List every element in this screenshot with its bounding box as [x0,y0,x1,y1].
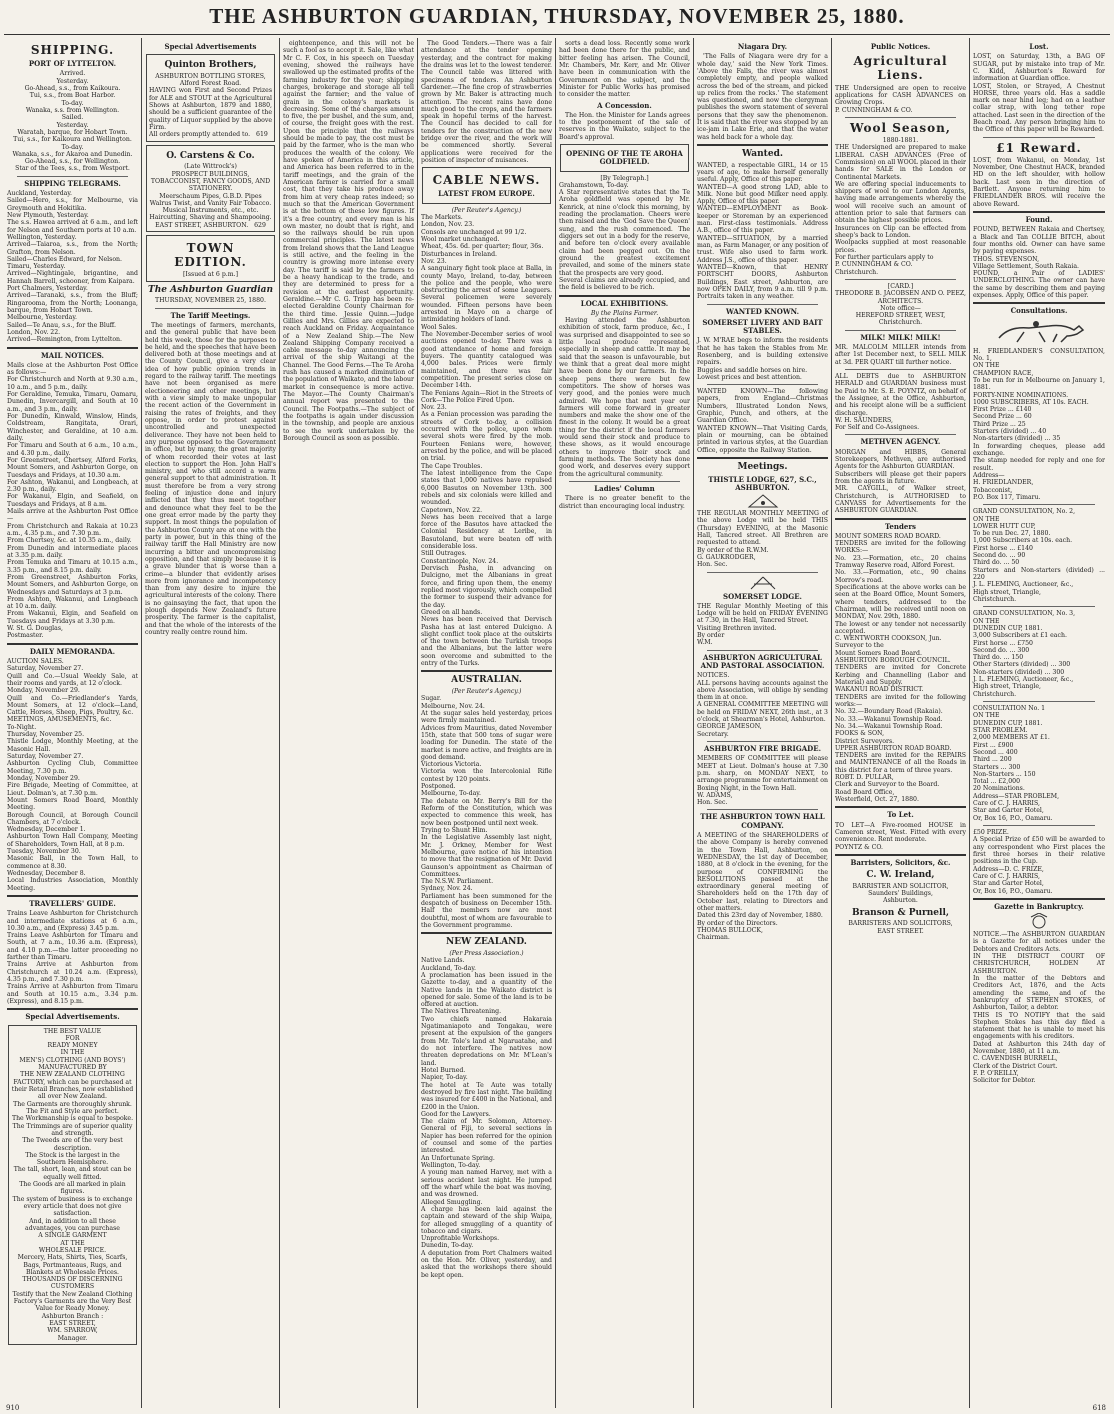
local-exhibitions-sub: By the Plains Farmer. [590,309,659,317]
found-heading: Found. [1025,215,1053,225]
travellers-text: Trains Leave Ashburton for Christchurch and intermediate stations at 6 a.m., 10.30 a.m., and (Express) 3.45 p.m. Trains Leave Ashburton for Timaru and South, at 7 a.m., 10.36 a.m. (Express), and 4.10 p.m.—the latter proceeding no farther than Timaru. Trains Arrive at Ashburton from Christchurch at 10.24 a.m. (Express), 4.35 p.m., and 7.30 p.m. Trains Arrive at Ashburton from Timaru and South at 10.15 a.m., 3.34 p.m. (Express), and 8.15 p.m. [7,910,138,1005]
agri-assoc-title: ASHBURTON AGRICULTURAL AND PASTORAL ASSOCIATION. [700,652,825,670]
branson-title: Branson & Purnell, [851,907,950,918]
royal-crest-icon [1009,913,1069,929]
cable-news-heading: CABLE NEWS. [432,173,541,188]
to-let-text: TO LET—A Five-roomed HOUSE in Cameron street, West. Fitted with every convenience. Rent moderate. POYNTZ & CO. [835,821,966,851]
wanted-known-heading: WANTED KNOWN. [725,306,800,316]
australian-heading: AUSTRALIAN. [451,675,522,686]
consultation-3-text: GRAND CONSULTATION, No. 3, ON THE DUNEDIN CUP, 1881. 3,000 Subscribers at £1 each. First horse ... £750 Second do. ... 300 Third do. ... 150 Other Starters (divided) ... 300 Non-starters (divided) ... 300 J. L. FLEMING, Auctioneer, &c., High street, Triangle, Christchurch. [973,610,1076,698]
memo-heading: DAILY MEMORANDA. [29,646,116,656]
clothing-ad-text: THE BEST VALUE FOR READY MONEY IN THE MEN'S) CLOTHING (AND BOYS') MANUFACTURED BY THE NEW ZEALAND CLOTHING FACTORY, which can be purchased at their Retail Branches, now established all over New Zealand. The Garments are thoroughly shrunk. The Fit and Style are perfect. The Workmanship is equal to bespoke. The Trimmings are of superior quality and strength. The Tweeds are of the very best description. The Stock is the largest in the Southern Hemisphere. The tall, short, lean, and stout can be equally well fitted. The Goods are all marked in plain figures. The system of business is to exchange every article that does not give satisfaction. And, in addition to all these advantages, you can purchase A SINGLE GARMENT AT THE WHOLESALE PRICE. Mercery, Hats, Shirts, Ties, Scarfs, Bags, Portmanteaus, Rugs, and Blankets at Wholesale Prices. THOUSANDS OF DISCERNING CUSTOMERS Testify that the New Zealand Clothing Factory's Garments are the Very Best Value for Ready Money. Ashburton Branch : EAST STREET, WM. SPARROW, Manager. [11,1027,134,1342]
branson-text: BARRISTERS AND SOLICITORS, EAST STREET. [848,920,953,935]
concession-text: The Hon. the Minister for Lands agrees to the postponement of the sale of reserves in the Waikato, subject to the Board's approval. [559,111,690,141]
fire-brigade-title: ASHBURTON FIRE BRIGADE. [703,744,822,754]
port-heading: PORT OF LYTTELTON. [28,59,117,69]
prize-text: £50 PRIZE. A Special Prize of £50 will be awarded to any correspondent who First places the first three horses in their relative positions in the Cup. Address—D. C. FRIZE, Care of C. J. HARRIS, Star and Garter Hotel, Or, Box 16, P.O., Oamaru. [973,829,1105,895]
australian-agency: (Per Reuter's Agency.) [451,688,522,696]
te-aroha-sub: [By Telegraph.] [600,174,649,182]
column-4 [418,38,556,1408]
cable-news-sub: LATEST FROM EUROPE. [438,189,535,199]
column-5-intro: sorts a dead loss. Recently some work had been done there for the public, and bitter feeling has arisen. The Council, Mr. Chambers, Mr. Kerr, and Mr. Oliver have been in communication with the Government on the subject, and the Minister for Public Works has promised to consider the matter. [559,40,690,99]
reward-heading: £1 Reward. [996,140,1082,155]
public-notices-heading: Public Notices. [870,42,931,51]
carstens-title: O. Carstens & Co. [166,150,255,161]
milk-heading: MILK! MILK! MILK! [860,332,941,342]
quinton-subtitle: ASHBURTON BOTTLING STORES, [155,72,266,80]
liens-heading: Agricultural Liens. [853,54,948,83]
australian-text: Sugar. Melbourne, Nov. 24. At the sugar sales held yesterday, prices were firmly maintained. Advices from Mauritius, dated November 15th, state that 500 tons of sugar were loading for Dunedin. The state of the market is more active, and freights are in good demand. Victorious Victoria. Victoria won the Intercolonial Rifle contest by 120 points. Postponed. Melbourne, To-day. The debate on Mr. Berry's Bill for the Reform of the Constitution, which was expected to commence this week, has now been postponed until next week. Trying to Shunt Him. In the Legislative Assembly last night, Mr. J. Orkney, Member for West Melbourne, gave notice of his intention to move that the resignation of Mr. David Gaunson's appointment as Chairman of Committees. The N.S.W. Parliament. Sydney, Nov. 24. Parliament has been summoned for the despatch of business on December 15th. Half the members now are most doubtful, most of whom are favourable to the Government programme. [421,695,552,930]
wanted-known-text: WANTED KNOWN—The following papers, from England—Christmas Numbers, Illustrated London News, Graphic, Punch, and others, at the Guardian Office. WANTED KNOWN—That Visiting Cards, plain or mourning, can be obtained printed in various styles, at the Guardian Office, opposite the Railway Station. [697,388,828,454]
special-ads-heading: Special Advertisements. [25,1012,120,1022]
architect-text: THEODORE B. JACOBSEN AND O. PEEZ, ARCHITECTS. Note office— HEREFORD STREET, WEST, Christchurch. [835,290,967,327]
column-5 [556,38,694,1408]
column-1 [4,38,142,1408]
to-let-heading: To Let. [887,810,914,820]
column-7 [832,38,970,1408]
column-4-intro: The Good Tenders.—There was a fair attendance at the tender opening yesterday, and the contract for making the drains was let to the lowest tenderer. The Council table was littered with specimens of tenders. An Ashburton Gardener.—The fine crop of strawberries grown by Mr. Baker is attracting much attention. The recent rains have done much good to the crops, and the farmers speak in hopeful terms of the harvest. The Council has decided to call for tenders for the construction of the new bridge over the river, and the work will be commenced shortly. Several applications were received for the position of inspector of nuisances. [421,40,552,164]
ladies-text: There is no greater benefit to the district than encouraging local industry. [559,495,690,510]
somerset-title: SOMERSET LODGE. [723,591,802,601]
column-3-article: eighteenpence, and this will not be such a fool as to accept it. Sale, like what Mr C. F. Cox, in his speech on Tuesday evening, showed the railways have swallowed up the estimated profits of the farming industry for the year; shipping charges, brokerage and storage all tell against the farmer; and the value of grain in the colony's markets is decreasing. Some of the charges amount to five, the per bushel, and the sum, and, of course, the freight goes with the rest. Upon the principle that the railways should be made to pay, the cost must be paid by the farmer, who is the man who produces the wealth of the colony. We have spoken of America in this article, and America has been referred to in the tariff meetings, and the grain of the American farmer is carried for a small cost, that they take his produce away from him at very cheap rates indeed; so much so that the American Government is at the bottom of these low figures. If it's a free country, and every man is his own master, no doubt that is right, and so the railways should be run upon commercial principles. The latest news from Ireland shows that the Land League is still active, and the feeling in the country is growing more intense every day. The tariff is said by the farmers to be a heavy handicap to the trade, and they are determined to press for a revision at the earliest opportunity. Geraldine.—Mr C. G. Tripp has been re-elected Geraldine County Chairman for the third time. Jessie Quinn.—Judge Gillies and Mrs. Gillies are expected to reach Auckland on Friday. Acquaintance of a New Zealand Ship.—The New Zealand Shipping Company received a cable message to-day announcing the arrival of the ship Waitangi at the Channel. The Good Ferns.—The Te Aroha rush has caused a marked diminution of the population of Waikato, and the labour market in consequence is more active. The Mayor.—The County Chairman's annual report was presented to the Council. The Footpaths.—The subject of the footpaths is again under discussion in the township, and people are anxious to see the work undertaken by the Borough Council as soon as possible. [283,40,414,442]
local-exhibitions-heading: LOCAL EXHIBITIONS. [580,298,669,308]
page-number-right: 618 [1092,1404,1106,1412]
new-zealand-agency: (Per Press Association.) [449,949,524,957]
somerset-text: THE Regular Monthly Meeting of this Lodge will be held on FRIDAY EVENING at 7.30, in the Hall, Tancred Street. Visiting Brethren invited. By order W.M. [697,602,828,647]
telegrams-heading: SHIPPING TELEGRAMS. [24,178,121,188]
niagara-heading: Niagara Dry. [737,42,788,51]
local-exhibitions-text: Having attended the Ashburton exhibition of stock, farm produce, &c., I was surprised and disappointed to see so little local produce represented, especially in sheep and cattle. It may be said that the season is unfavourable, but we think that a great deal more might have been done by our farmers. In the sheep pens there were but few competitors. The show of horses was very good, and the ponies were much admired. We hope that next year our farmers will come forward in greater numbers and make the show one of the finest in the colony. It would be a great thing for the district if the local farmers would send their stock and produce to these shows, as it would encourage others to improve their stock and farming methods. The Society has done good work, and deserves every support from the agricultural community. [559,317,690,478]
niagara-text: 'The Falls of Niagara were dry for a whole day,' said the New York Times. 'Above the Falls, the river was almost completely empty, and people walked across the bed of the stream, and picked up relics from the rocks.' The statement was questioned, and now the clergyman publishes the sworn statement of several persons that they saw the phenomenon. It is said that the river was stopped by an ice-jam in Lake Erie, and that the water was held back for a whole day. [697,53,828,141]
found-text: FOUND, BETWEEN Rakaia and Chertsey, a Black and Tan COLLIE BITCH, about four months old. Owner can have same by paying expenses. THOS. STEVENSON, Village Settlement, South Rakaia. FOUND, a Pair of LADIES' UNDERCLOTHING. The owner can have the same by describing them and paying expenses. Apply, Office of this paper. [973,226,1105,300]
meetings-heading: Meetings. [737,461,788,472]
telegrams-text: Auckland, Yesterday. Sailed—Hero, s.s., for Melbourne, via Greymouth and Hokitika. New Plymouth, Yesterday. The s.s. Hawea arrived at 6 a.m., and left for Nelson and Southern ports at 10 a.m. Wellington, Yesterday. Arrived—Taiaroa, s.s., from the North; Grafton, from Nelson. Sailed—Charles Edward, for Nelson. Timaru, Yesterday. Arrived—Nightingale, brigantine, and Hannah Barrell, schooner, from Kaipara. Port Chalmers, Yesterday. Arrived—Taranaki, s.s., from the Bluff; Ringarooma, from the North; Loonanga, barque, from Hobart Town. Melbourne, Yesterday. Sailed—Te Anau, s.s., for the Bluff. London, Nov. 22. Arrived—Remington, from Lyttelton. [7,190,138,344]
mail-heading: MAIL NOTICES. [41,350,104,360]
shipping-heading: SHIPPING. [30,43,115,57]
mail-text: Mails close at the Ashburton Post Office as follows:— For Christchurch and North at 9.30 a.m., 10 a.m., and 5 p.m., daily. For Geraldine, Temuka, Timaru, Oamaru, Dunedin, Invercargill, and South at 10 a.m., and 3 p.m., daily. For Dunedin, Kinwald, Winslow, Hinds, Coldstream, Rangitata, Orari, Winchester, and Geraldine, at 10 a.m. daily. For Timaru and South at 6 a.m., 10 a.m., and 4.30 p.m., daily. For Greenstreet, Chertsey, Alford Forks, Mount Somers, and Ashburton Gorge, on Tuesdays and Fridays, at 10.30 a.m. For Ashton, Wakanui, and Longbeach, at 2.30 p.m., daily. For Wakanui, Elgin, and Seafield, on Tuesdays and Fridays, at 8 a.m. Mails arrive at the Ashburton Post Office— From Christchurch and Rakaia at 10.23 a.m., 4.35 p.m., and 7.30 p.m. From Chertsey, &c. at 10.35 a.m., daily. From Dunedin and intermediate places at 3.35 p.m. daily. From Temuka and Timaru at 10.15 a.m., 3.35 p.m., and 8.15 p.m. daily. From Greenstreet, Ashburton Forks, Mount Somers, and Ashburton Gorge, on Wednesdays and Saturdays at 3 p.m. From Ashton, Wakanui, and Longbeach at 10 a.m. daily. From Wakanui, Elgin, and Seafield on Tuesdays and Fridays at 3.30 p.m. W. St. G. Douglas, Postmaster. [7,361,138,640]
consultations-heading: Consultations. [1010,306,1068,316]
column-8 [970,38,1108,1408]
debts-text: ALL DEBTS due to ASHBURTON HERALD and GUARDIAN business must be Paid to Mr. S. E. POYNTZ, on behalf of the Assignee, at the Office, Ashburton, and his receipt alone will be a sufficient discharge. W. H. SAUNDERS, For Self and Co-Assignees. [835,372,966,432]
gazette-heading: Gazette in Bankruptcy. [994,901,1084,911]
new-zealand-heading: NEW ZEALAND. [446,937,527,948]
barristers-heading: Barristers, Solicitors, &c. [850,857,951,867]
consultation-1-text: H. FRIEDLANDER'S CONSULTATION, No. 1, ON THE CHAMPION RACE, To be run for in Melbourne on January 1, 1881. FORTY-NINE NOMINATIONS. 1000 SUBSCRIBERS, AT 10s. EACH. First Prize ... £140 Second Prize ... 60 Third Prize ... 25 Starters (divided) ... 40 Non-starters (divided) ... 35 In forwarding cheques, please add exchange. The stamp needed for reply and one for result. Address— H. FRIEDLANDER, Tobacconist, P.O. Box 117, Timaru. [973,347,1105,501]
tariff-article: The meetings of farmers, merchants, and the general public that have been held this week, those for the purposes to be held, and the speeches that have been delivered both at those meetings and at the County Council, give a very clear idea of how public opinion trends in regard to the railway tariff. The meetings have not been organised as mere electioneering and other meetings, but with a view simply to make unpopular the recent action of the Government in raising the rates of freights, and they oppose, in order to protest against uncontrolled and unexpected deliverance. They have not been held to any purpose opposed to the Government in office, but by many, the great majority of whom recorded their votes at last election to support the Hon. John Hall's ministry, and who still accord a warm general support to that administration. It must therefore be from a very strong feeling of injustice done and injury inflicted that they thus meet together and denounce what they feel to be the one great error made by the party they support. In most things the population of the Ashburton County are at one with the party in power, but in this thing of the railway tariff the Hall Ministry are now incurring a bitter and uncompromising opposition, and that simply because it is a grave blunder that is worse than a crime—a blunder that evidently arises more from ignorance and incompetency than from any desire to injure the agricultural interests of the colony. There is no gainsaying the fact, that upon the plough depends New Zealand's future prosperity. The farmer is the capitalist, and that the whole of the interests of the country really centre round him. [145,321,276,637]
livery-text: J. W. M'RAE begs to inform the residents that he has taken the Stables from Mr. Rosenberg, and is building extensive repairs. Buggies and saddle horses on hire. Lowest prices and best attention. [697,337,828,381]
concession-heading: A Concession. [597,100,652,110]
paper-date: THURSDAY, NOVEMBER 25, 1880. [155,297,266,305]
memo-text: AUCTION SALES. Saturday, November 27. Quill and Co.—Usual Weekly Sale, at their rooms and yards, at 12 o'clock. Monday, November 29. Quill and Co.—Friedlander's Yards, Mount Somers, at 12 o'clock—Land, Cattle, Horses, Sheep, Pigs, Poultry, &c. MEETINGS, AMUSEMENTS, &c. To-Night. Thursday, November 25. Thistle Lodge, Monthly Meeting, at the Masonic Hall. Saturday, November 27. Ashburton Cycling Club, Committee Meeting, 7.30 p.m. Monday, November 29. Fire Brigade, Meeting of Committee, at Lieut. Dolman's, at 7.30 p.m. Mount Somers Road Board, Monthly Meeting. Borough Council, at Borough Council Chambers, at 7 o'clock. Wednesday, December 1. Ashburton Town Hall Company, Meeting of Shareholders, Town Hall, at 8 p.m. Tuesday, November 30. Masonic Ball, in the Town Hall, to commence at 8.30. Wednesday, December 8. Local Industries Association, Monthly Meeting. [7,657,138,892]
ireland-title: C. W. Ireland, [866,870,935,881]
page-number-left: 910 [6,1404,20,1412]
agri-assoc-text: NOTICES. ALL persons having accounts against the above Association, will oblige by sending them in at once. A GENERAL COMMITTEE MEETING will be held on FRIDAY NEXT, 26th inst., at 3 o'clock, at Shearman's Hotel, Ashburton. GEORGE JAMESON, Secretary. [697,672,828,738]
card-label: [CARD.] [887,282,914,290]
paper-title: The Ashburton Guardian [148,284,273,295]
wanted-text: WANTED, a respectable GIRL, 14 or 15 years of age, to make herself generally useful. Apply, Office of this paper. WANTED—A good strong LAD, able to Milk. None but good Milker need apply. Apply, Office of this paper. WANTED—EMPLOYMENT as Book-keeper or Storeman by an experienced man. First-class testimonials. Address A.B., office of this paper. WANTED—SITUATION, by a married man, as Farm Manager, or any position of trust. Wife also used to farm work. Address J.S., office of this paper. WANTED—Known, that HENRY FORTSCHT DOORS, Ashburton Buildings, East street, Ashburton, are now OPEN DAILY, from 9 a.m. till 9 p.m. Portraits taken in any weather. [697,161,828,301]
te-aroha-text: Grahamstown, To-day. A Star representative states that the Te Aroha goldfield was opened by Mr. Kenrick, at nine o'clock this morning, by reading the proclamation. Cheers were then raised and the 'God Save the Queen' sung, and the rush commenced. The diggers set out in a body for the reserve, and before ten o'clock every available claim had been pegged out. On the ground the greatest excitement prevailed, and some of the miners state that the prospects are very good. Several claims are already occupied, and the field is believed to be rich. [559,181,690,292]
liens-text: THE Undersigned are open to receive applications for CASH ADVANCES on Growing Crops. P. CUNNINGHAM & CO. [835,84,966,114]
masthead-rule [4,34,1110,35]
shipping-text: Arrived. Yesterday. Go-Ahead, s.s., from Kaikoura. Tui, s.s., from Boat Harbor. To-day. Wanaka, s.s. from Wellington. Sailed. Yesterday. Waratah, barque, for Hobart Town. Tui, s.s., for Kaikoura and Wellington. To-day. Wanaka, s.s., for Akaroa and Dunedin. Go-Ahead, s.s., for Wellington. Star of the Tees, s.s., from Westport. [12,70,133,173]
tenders-heading: Tenders [885,521,916,531]
masonic-compass-icon [743,576,783,590]
wool-heading: Wool Season, [850,120,951,135]
ladies-heading: Ladies' Column [594,483,655,493]
town-hall-title: THE ASHBURTON TOWN HALL COMPANY. [700,812,825,830]
cable-agency: (Per Reuter's Agency.) [451,206,522,214]
special-ads-heading-2: Special Advertisements [164,42,257,51]
wanted-heading: Wanted. [741,149,783,159]
town-edition-sub: [Issued at 6 p.m.] [182,271,238,279]
carstens-subtitle: (Late Wittrock's) [184,163,237,171]
column-3 [280,38,418,1408]
tenders-text: MOUNT SOMERS ROAD BOARD. TENDERS are invited for the following WORKS:— No. 23.—Formation, etc., 20 chains Tramway Reserve road, Alford Forest. No. 33.—Formation, etc., 90 chains Morrow's road. Specifications at the above works can be seen at the Board Office, Mount Somers, where tenders, addressed to the Chairman, will be received until noon on MONDAY, Nov. 29th, 1880. The lowest or any tender not necessarily accepted. C. WENTWORTH COOKSON, Jun. Surveyor to the Mount Somers Road Board. ASHBURTON BOROUGH COUNCIL. TENDERS are invited for Concrete Kerbing and Channelling (Labor and Material) and Supply. WAKANUI ROAD DISTRICT. TENDERS are invited for the following works:— No. 32.—Boundary Road (Rakaia). No. 33.—Wakanui Township Road. No. 34.—Wakanui Township Road. FOOKS & SON, District Surveyors. UPPER ASHBURTON ROAD BOARD. TENDERS are invited for the REPAIRS and MAINTENANCE of all the Roads in this district for a term of three years. ROBT. D. PULLAR, Clerk and Surveyor to the Board. Road Board Office, Westerfield, Oct. 27, 1880. [835,532,966,804]
column-2 [142,38,280,1408]
fire-brigade-text: MEMBERS OF COMMITTEE will please MEET at Lieut. Dolman's house at 7.30 p.m. sharp, on MONDAY NEXT, to arrange programme for entertainment on Boxing Night, in the Town Hall. W. ADAMS, Hon. Sec. [697,755,828,807]
newspaper-title: THE ASHBURTON GUARDIAN, THURSDAY, NOVEMBER 25, 1880. [209,4,905,28]
wool-text: THE Undersigned are prepared to make LIBERAL CASH ADVANCES (Free of Commission) on all WOOL placed in their hands for SALE in the London or Continental Markets. We are offering special inducements to shippers of wool to our London Agents, having made arrangements whereby the wool will receive such an amount of attention prior to sale that farmers can obtain the highest possible prices. Insurances on Clip can be effected from sheep's back to London. Woolpacks supplied at most reasonable prices. For further particulars apply to P. CUNNINGHAM & CO. Christchurch. [835,144,966,276]
thistle-title: THISTLE LODGE, 627, S.C., ASHBURTON. [708,474,817,492]
racehorse-icon [979,318,1099,346]
town-hall-text: A MEETING of the SHAREHOLDERS of the above Company is hereby convened in the Town Hall, Ashburton, on WEDNESDAY, the 1st day of December, 1880, at 8 o'clock in the evening, for the purpose of CONFIRMING the RESOLUTIONS passed at the extraordinary general meeting of Shareholders held on the 17th day of October last, relating to Directors and other matters. Dated this 23rd day of November, 1880. By order of the Directors. THOMAS BULLOCK, Chairman. [697,831,828,942]
masonic-emblem-icon [743,494,783,508]
lost-text: LOST, on Saturday, 13th, a BAG OF SUGAR, put by mistake into trap of Mr. C. Kidd, Ashburton's Reward for information at Guardian office. LOST, Stolen, or Strayed, A Chestnut HORSE, three years old. Has a saddle mark on near hind leg; had on a leather collar strap, with long tether rope attached. Last seen in the direction of the Beach road. Any person bringing him to the Office of this paper will be Rewarded. [973,53,1105,134]
gazette-text: NOTICE.—The ASHBURTON GUARDIAN is a Gazette for all notices under the Debtors and Creditors Acts. IN THE DISTRICT COURT OF CHRISTCHURCH, HOLDEN AT ASHBURTON. In the matter of the Debtors and Creditors Act, 1876, and the Acts amending the same, and of the bankruptcy of STEPHEN STOKES, of Ashburton, Tailor, a debtor. THIS IS TO NOTIFY that the said Stephen Stokes has this day filed a statement that he is unable to meet his engagements with his creditors. Dated at Ashburton this 24th day of November, 1880, at 11 a.m. C. CAVENDISH BURRELL, Clerk of the District Court. F. P. O'REILLY, Solicitor for Debtor. [973,931,1105,1085]
quinton-text: HAVING won First and Second Prizes for ALE and STOUT at the Agricultural Shows at Ashburton, 1879 and 1880, should be a sufficient guarantee of the quality of Liquor supplied by the above Firm. All orders promptly attended to. 619 [149,87,272,139]
livery-title: SOMERSET LIVERY AND BAIT STABLES. [702,317,823,336]
lost-heading: Lost. [1029,42,1049,51]
cable-text: The Markets. London, Nov. 23. Consols are unchanged at 99 1/2. Wool market unchanged. Wheat, 45s. 6d. per quarter; flour, 36s. Disturbances in Ireland. Nov. 23. A sanguinary fight took place at Balla, in county Mayo, Ireland, to-day, between the police and the people, who were obstructing the arrest of some Leaguers. Several policemen were severely wounded. Fifteen persons have been arrested in Mayo on a charge of intimidating holders of land. Wool Sales. The November-December series of wool auctions opened to-day. There was a good attendance of home and foreign buyers. The quantity catalogued was 4,000 bales. Prices were firmly maintained, and there was fair competition. The present series close on December 14th. The Fenians Again—Riot in the Streets of Cork—The Police Fired Upon. Nov. 23. As a Fenian procession was parading the streets of Cork to-day, a collision occurred with the police, upon whom several shots were fired by the mob. Fourteen Fenians were, however, arrested by the police, and will be placed on trial. The Cape Troubles. The latest intelligence from the Cape states that 1,000 natives have repulsed 6,000 Basutos on November 13th. 300 rebels and six colonials were killed and wounded. Capetown, Nov. 22. News has been received that a large force of the Basutos have attacked the Colonial Residency at Leribe, in Basutoland, but were beaten off with considerable loss. Still Outrages. Constantinople, Nov. 24. Dervisch Pasha, in advancing on Dulcigno, met the Albanians in great force, and firing upon them, the enemy replied most vigorously, which compelled the former to suspend their advance for the day. Greed on all hands. News has been received that Dervisch Pasha has at last entered Dulcigno. A slight conflict took place at the outskirts of the town between the Turkish troops and the Albanians, but the latter were soon overcome and submitted to the entry of the Turks. [421,214,552,668]
ireland-text: BARRISTER AND SOLICITOR, Saunders' Buildings, Ashburton. [852,882,949,905]
quinton-title: Quinton Brothers, [164,60,257,71]
quinton-address: Alford Forest Road. [179,80,242,88]
milk-text: MR. MALCOLM MILLER intends from after 1st December next, to SELL MILK at 3d. PER QUART till further notice. [835,344,968,366]
methven-heading: METHVEN AGENCY. [860,437,941,447]
thistle-text: THE REGULAR MONTHLY MEETING of the above Lodge will be held THIS (Thursday) EVENING, at the Masonic Hall, Tancred street. All Brethren are requested to attend. By order of the R.W.M. G. GAUKRODGER, Hon. Sec. [697,510,828,569]
column-6 [694,38,832,1408]
consultation-2-text: GRAND CONSULTATION, No. 2, ON THE LOWER HUTT CUP, To be run Dec. 27, 1880. 1,000 Subscribers at 10s. each. First horse ... £140 Second do. ... 90 Third do. ... 50 Starters and Non-starters (divided) ... 220 J. L. FLEMING, Auctioneer, &c., High street, Triangle, Christchurch. [973,508,1105,603]
tariff-heading: The Tariff Meetings. [170,310,251,320]
newspaper-columns [4,38,1110,1408]
te-aroha-heading: OPENING OF THE TE AROHA GOLDFIELD. [566,149,683,167]
wool-year: 1880-1881. [882,136,919,144]
new-zealand-text: Native Lands. Auckland, To-day. A proclamation has been issued in the Gazette to-day, and a quantity of the Native lands in the Waikato district is opened for sale. Some of the land is to be offered at auction. The Natives Threatening. Two chiefs named Hakaraia Ngatimaniapoto and Tongakau, were present at the expulsion of the gangers from Mr. Tole's land at Ngaruatahe, and do not interfere. The natives now threaten depredations on Mr. M'Lean's land. Hotel Burned. Napier, To-day. The hotel at Te Aute was totally destroyed by fire last night. The building was insured for £400 in the National, and £200 in the Union. Good for the Lawyers. The claim of Mr. Solomon, Attorney-General of Fiji, to several sections in Napier has been referred for the opinion of counsel and some of the parties interested. An Unfortunate Spring. Wellington, To-day. A young man named Harvey, met with a serious accident last night. He jumped off the wharf while the boat was moving, and was drowned. Alleged Smuggling. A charge has been laid against the captain and steward of the ship Waipa, for alleged smuggling of a quantity of tobacco and cigars. Unprofitable Workshops. Dunedin, To-day. A deputation from Port Chalmers waited on the Hon. Mr. Oliver, yesterday, and asked that the workshops there should be kept open. [421,957,552,1279]
reward-text: LOST, from Wakanui, on Monday, 1st November, One Chestnut HACK, branded HD on the left shoulder, with hollow back. Last seen in the direction of Bartlett. Anyone returning him to FRIEDLANDER BROS. will receive the above Reward. [973,156,1107,208]
travellers-heading: TRAVELLERS' GUIDE. [29,898,116,908]
carstens-text: PROSPECT BUILDINGS, TOBACCONIST, FANCY GOODS, AND STATIONERY. Meerschaum Pipes, G.B.D. Pipes Walrus Twist, and Vanity Fair Tobacco. Musical Instruments, etc., etc. Haircutting, Shaving and Shampooing. EAST STREET, ASHBURTON. 629 [149,170,272,229]
consultation-4-text: CONSULTATION No. 1 ON THE DUNEDIN CUP, 1881. STAR PROBLEM. 2,000 MEMBERS AT £1. First ... £900 Second ... 400 Third ... 200 Starters ... 300 Non-Starters ... 150 Total ... £2,000 20 Nominations. Address—STAR PROBLEM, Care of C. J. HARRIS, Star and Garter Hotel, Or, Box 16, P.O., Oamaru. [973,705,1060,822]
town-edition-heading: TOWN EDITION. [174,241,247,270]
methven-text: MORGAN and HIBBS, General Storekeepers, Methven, are authorised Agents for the Ashburton GUARDIAN. Subscribers will please get their papers from the agents in future. MR. CAYGILL, of Walker street, Christchurch, is AUTHORISED to CANVASS for Advertisements for the ASHBURTON GUARDIAN. [835,448,966,515]
masthead [0,4,1114,34]
